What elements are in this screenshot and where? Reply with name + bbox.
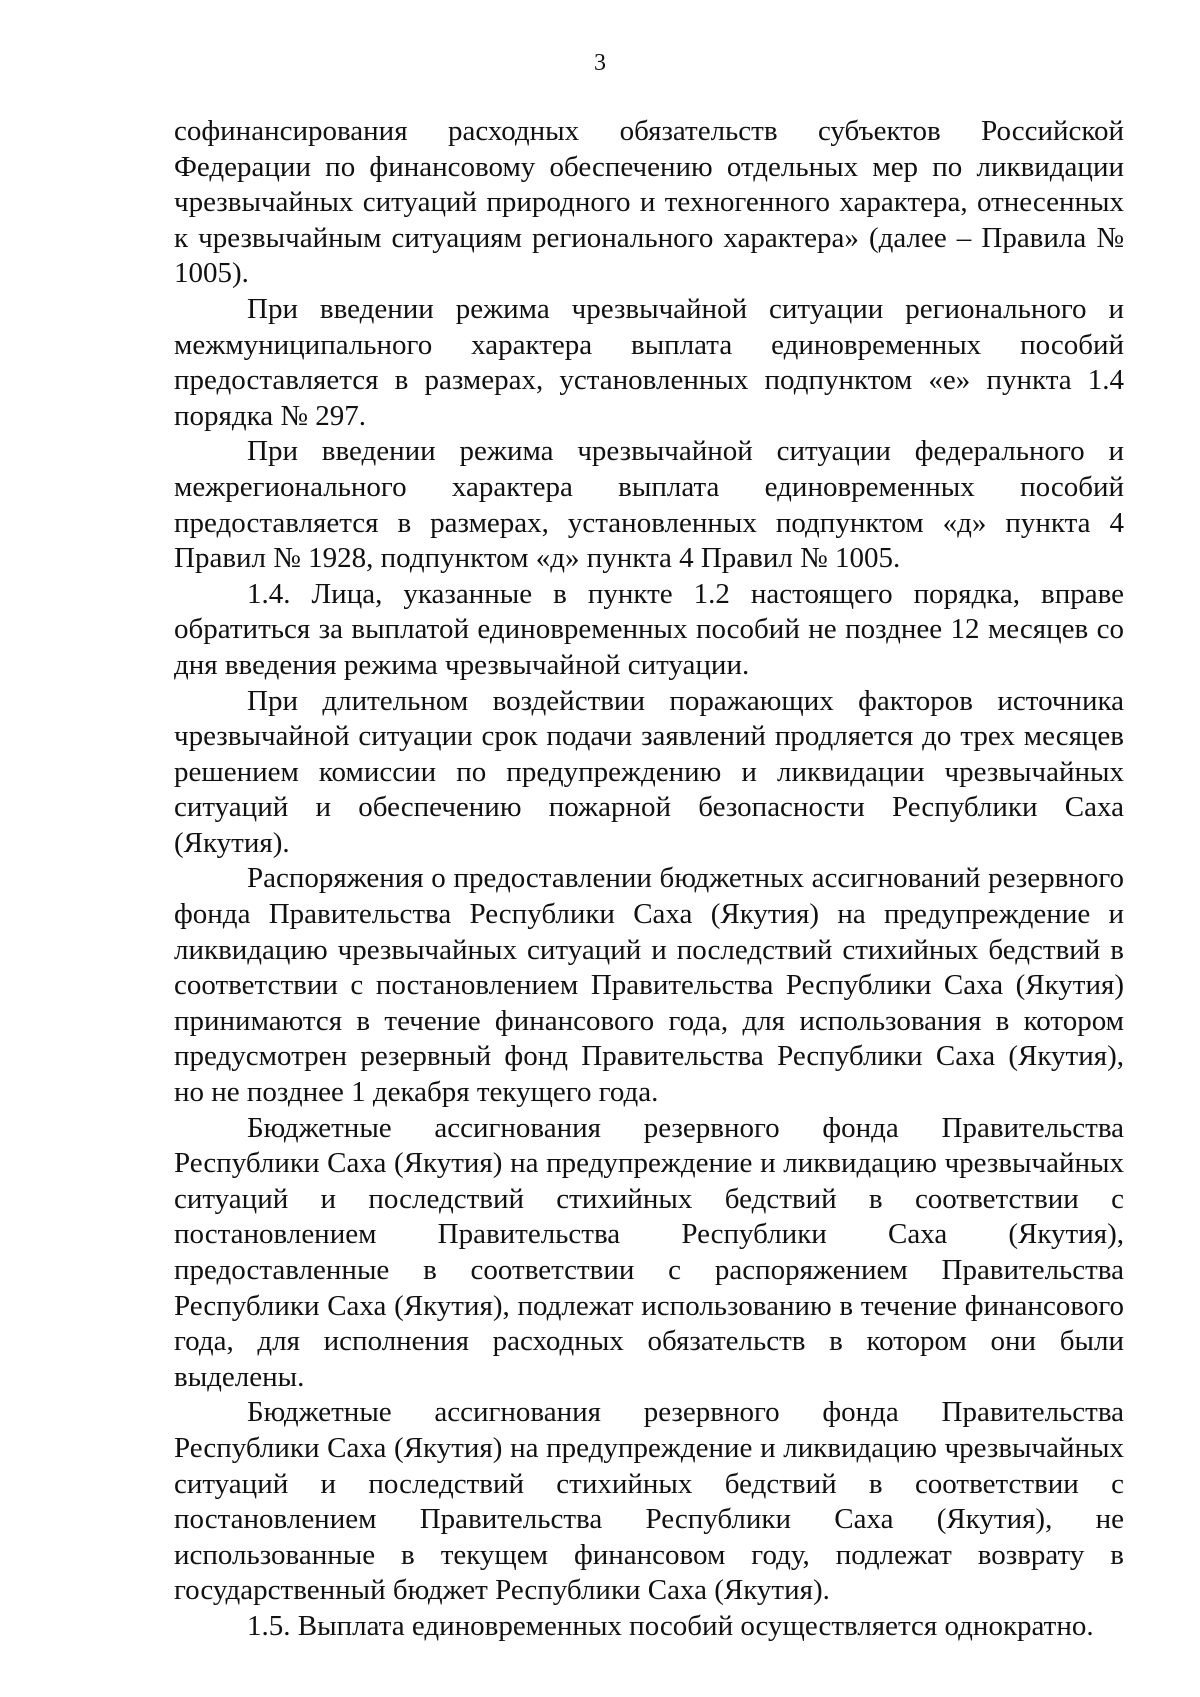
paragraph-regional-payment: При введении режима чрезвычайной ситуации регионального и межмуниципального характера выплата единовременных пособий предоставляется в размерах, установленных подпунктом «е» пункта 1.4 порядка № 297. xyxy=(174,292,1124,432)
paragraph-deadline-extension: При длительном воздействии поражающих факторов источника чрезвычайной ситуации срок подачи заявлений продляется до трех месяцев решением комиссии по предупреждению и ликвидации чрезвычайных ситуаций и обеспечению пожарной безопасности Республики Саха (Якутия). xyxy=(174,684,1124,859)
page-number: 3 xyxy=(594,50,606,76)
paragraph-reserve-fund-return: Бюджетные ассигнования резервного фонда Правительства Республики Саха (Якутия) на предупреждение и ликвидацию чрезвычайных ситуаций и последствий стихийных бедствий в соответствии с постановлением Правительства Республики Саха (Якутия), не использованные в текущем финансовом году, подлежат возврату в государственный бюджет Республики Саха (Якутия). xyxy=(174,1396,1124,1607)
paragraph-reserve-fund-orders: Распоряжения о предоставлении бюджетных ассигнований резервного фонда Правительства Республики Саха (Якутия) на предупреждение и ликвидацию чрезвычайных ситуаций и последствий стихийных бедствий в соответствии с постановлением Правительства Республики Саха (Якутия) принимаются в течение финансового года, для использования в котором предусмотрен резервный фонд Правительства Республики Саха (Якутия), но не позднее 1 декабря текущего года. xyxy=(174,862,1124,1109)
paragraph-continuation: софинансирования расходных обязательств субъектов Российской Федерации по финансовому обеспечению отдельных мер по ликвидации чрезвычайных ситуаций природного и техногенного характера, отнесенных к чрезвычайным ситуациям регионального характера» (далее – Правила № 1005). xyxy=(174,115,1124,290)
document-body xyxy=(174,114,1124,1645)
paragraph-section-1-5: 1.5. Выплата единовременных пособий осуществляется однократно. xyxy=(247,1609,1094,1642)
paragraph-section-1-4: 1.4. Лица, указанные в пункте 1.2 настоящего порядка, вправе обратиться за выплатой единовременных пособий не позднее 12 месяцев со дня введения режима чрезвычайной ситуации. xyxy=(174,577,1124,681)
paragraph-reserve-fund-usage: Бюджетные ассигнования резервного фонда Правительства Республики Саха (Якутия) на предупреждение и ликвидацию чрезвычайных ситуаций и последствий стихийных бедствий в соответствии с постановлением Правительства Республики Саха (Якутия), предоставленные в соответствии с распоряжением Правительства Республики Саха (Якутия), подлежат использованию в течение финансового года, для исполнения расходных обязательств в котором они были выделены. xyxy=(174,1111,1124,1393)
paragraph-federal-payment: При введении режима чрезвычайной ситуации федерального и межрегионального характера выплата единовременных пособий предоставляется в размерах, установленных подпунктом «д» пункта 4 Правил № 1928, подпунктом «д» пункта 4 Правил № 1005. xyxy=(174,435,1124,575)
